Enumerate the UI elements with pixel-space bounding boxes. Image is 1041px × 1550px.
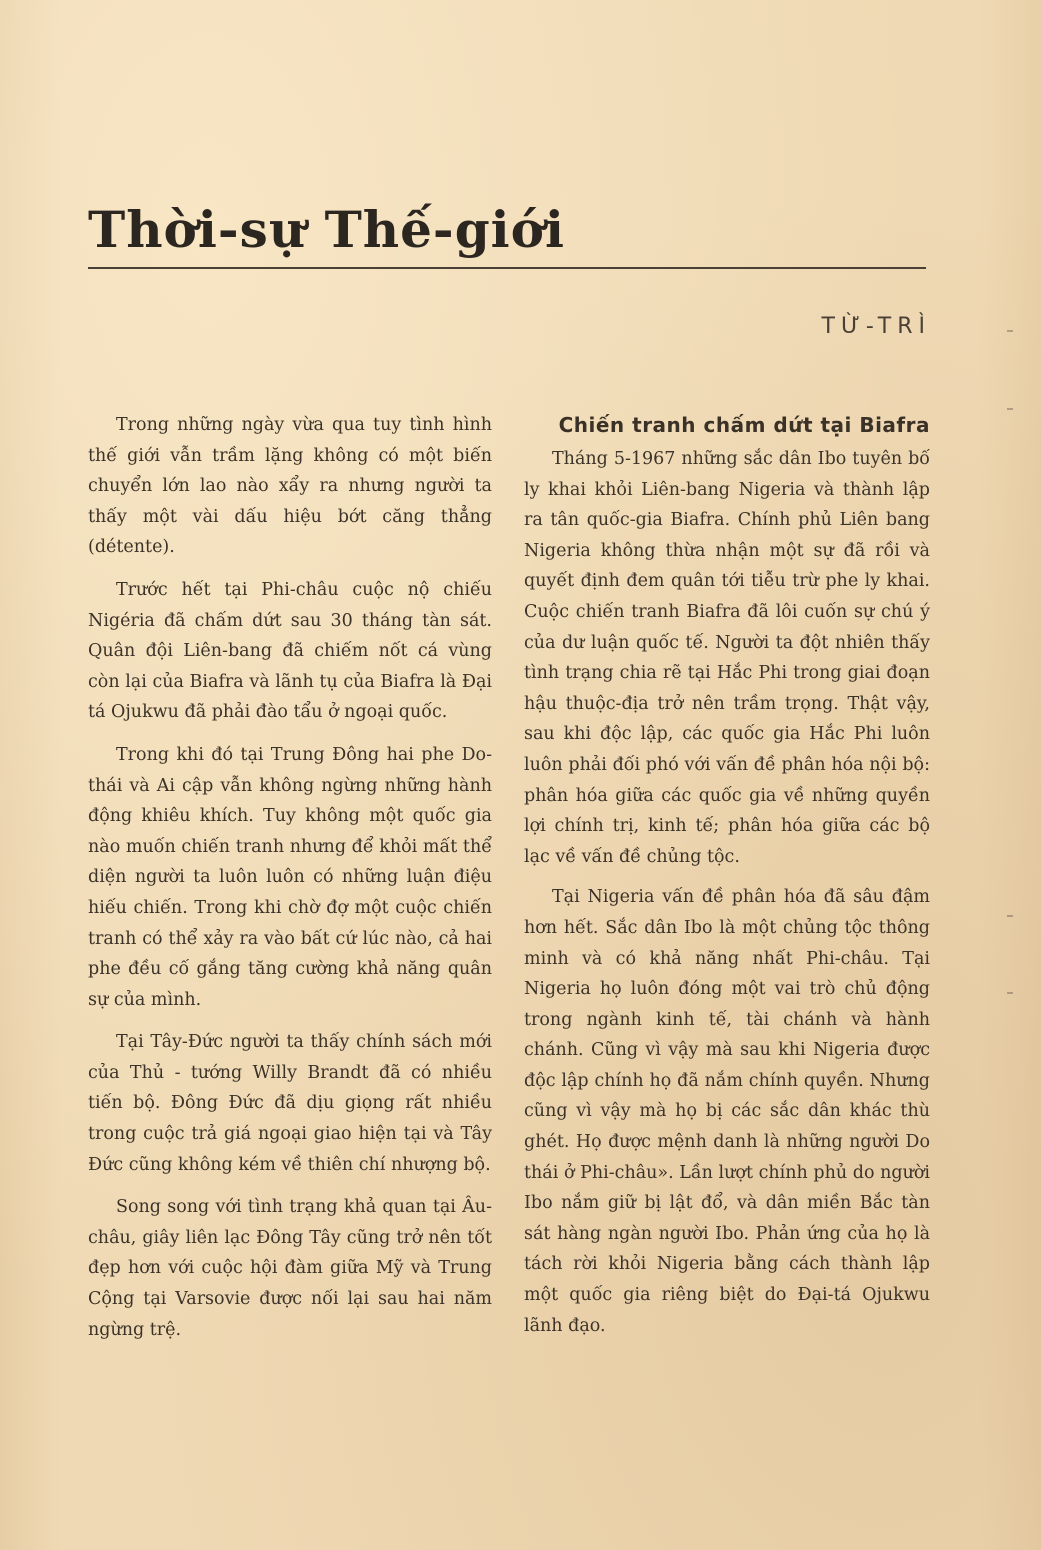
paragraph: Trong những ngày vừa qua tuy tình hình thế giới vẫn trầm lặng không có một biến chuyển lớn lao nào xẩy ra nhưng người ta thấy một vài dấu hiệu bớt căng thẳng (détente).: [88, 415, 492, 558]
left-column: [88, 410, 492, 1357]
margin-mark: [1007, 915, 1013, 917]
title-underline: [88, 267, 926, 269]
paragraph: Tháng 5-1967 những sắc dân Ibo tuyên bố ly khai khỏi Liên-bang Nigeria và thành lập ra tân quốc-gia Biafra. Chính phủ Liên bang Nigeria không thừa nhận một sự đã rồi và quyết định đem quân tới tiễu trừ phe ly khai. Cuộc chiến tranh Biafra đã lôi cuốn sự chú ý của dư luận quốc tế. Người ta đột nhiên thấy tình trạng chia rẽ tại Hắc Phi trong giai đoạn hậu thuộc-địa trở nên trầm trọng. Thật vậy, sau khi độc lập, các quốc gia Hắc Phi luôn luôn phải đối phó với vấn đề phân hóa nội bộ: phân hóa giữa các quốc gia về những quyền lợi chính trị, kinh tế; phân hóa giữa các bộ lạc về vấn đề chủng tộc.: [524, 449, 930, 867]
author-byline: TỪ-TRÌ: [821, 314, 931, 339]
margin-mark: [1007, 992, 1013, 994]
margin-mark: [1007, 408, 1013, 410]
margin-mark: [1007, 330, 1013, 332]
paragraph: Tại Tây-Đức người ta thấy chính sách mới của Thủ - tướng Willy Brandt đã có nhiều tiến bộ. Đông Đức đã dịu giọng rất nhiều trong cuộc trả giá ngoại giao hiện tại và Tây Đức cũng không kém về thiên chí nhượng bộ.: [88, 1032, 492, 1175]
page-title: Thời-sự Thế-giới: [88, 200, 565, 259]
paragraph: Tại Nigeria vấn đề phân hóa đã sâu đậm hơn hết. Sắc dân Ibo là một chủng tộc thông minh và có khả năng nhất Phi-châu. Tại Nigeria họ luôn đóng một vai trò chủ động trong ngành kinh tế, tài chánh và hành chánh. Cũng vì vậy mà sau khi Nigeria được độc lập chính họ đã nắm chính quyền. Nhưng cũng vì vậy mà họ bị các sắc dân khác thù ghét. Họ được mệnh danh là những người Do thái ở Phi-châu». Lần lượt chính phủ do người Ibo nắm giữ bị lật đổ, và dân miền Bắc tàn sát hàng ngàn người Ibo. Phản ứng của họ là tách rời khỏi Nigeria bằng cách thành lập một quốc gia riêng biệt do Đại-tá Ojukwu lãnh đạo.: [524, 887, 930, 1336]
right-column: [524, 410, 930, 1351]
paragraph: Trong khi đó tại Trung Đông hai phe Do-thái và Ai cập vẫn không ngừng những hành động khiêu khích. Tuy không một quốc gia nào muốn chiến tranh nhưng để khỏi mất thể diện người ta luôn luôn có những luận điệu hiếu chiến. Trong khi chờ đợ một cuộc chiến tranh có thể xảy ra vào bất cứ lúc nào, cả hai phe đều cố gắng tăng cường khả năng quân sự của mình.: [88, 744, 492, 1010]
paragraph: Song song với tình trạng khả quan tại Âu-châu, giây liên lạc Đông Tây cũng trở nên tốt đẹp hơn với cuộc hội đàm giữa Mỹ và Trung Cộng tại Varsovie được nối lại sau hai năm ngừng trệ.: [88, 1197, 492, 1340]
paragraph: Trước hết tại Phi-châu cuộc nộ chiếu Nigéria đã chấm dứt sau 30 tháng tàn sát. Quân đội Liên-bang đã chiếm nốt cá vùng còn lại của Biafra và lãnh tụ của Biafra là Đại tá Ojukwu đã phải đào tẩu ở ngoại quốc.: [88, 579, 492, 723]
section-heading: Chiến tranh chấm dứt tại Biafra: [558, 413, 930, 437]
